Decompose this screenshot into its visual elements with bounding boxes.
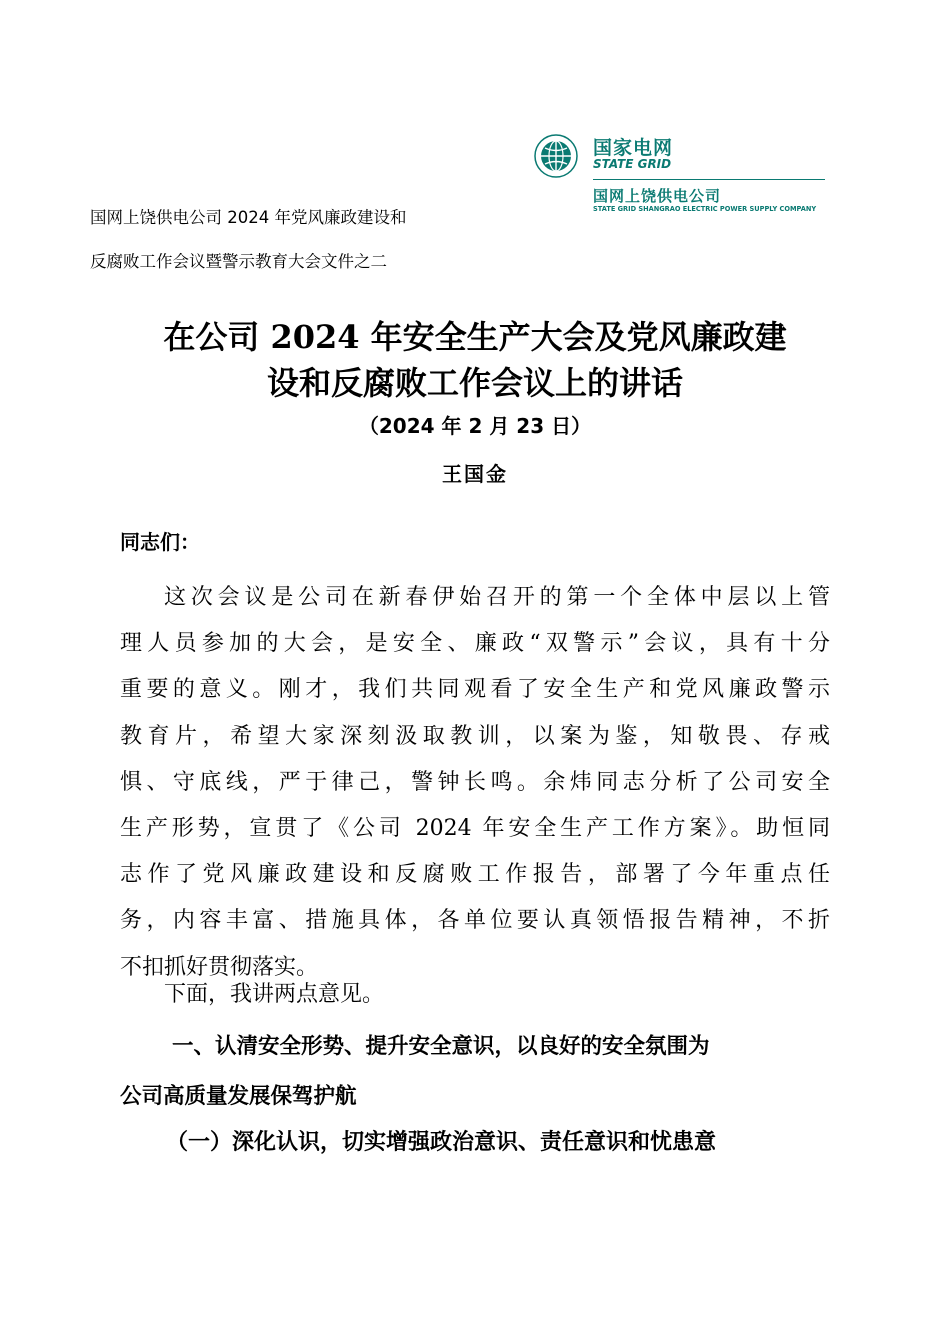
subsection-heading-1: （一）深化认识，切实增强政治意识、责任意识和忧患意	[166, 1129, 717, 1155]
opening-paragraph	[120, 575, 830, 991]
globe-icon	[533, 133, 579, 179]
body-line: 惧、守底线，严于律己，警钟长鸣。余炜同志分析了公司安全	[120, 769, 830, 795]
state-grid-logo	[533, 133, 825, 215]
body-line: 不扣抓好贯彻落实。	[120, 954, 319, 980]
heading1-line2: 公司高质量发展保驾护航	[120, 1084, 357, 1109]
logo-en-name: STATE GRID	[593, 157, 672, 171]
section-heading-1	[120, 1022, 830, 1122]
header-note	[90, 196, 450, 271]
body-line: 生产形势，宣贯了《公司 2024 年安全生产工作方案》。助恒同	[120, 816, 830, 842]
body-line: 这次会议是公司在新春伊始召开的第一个全体中层以上管	[164, 585, 830, 610]
body-line: 志作了党风廉政建设和反腐败工作报告，部署了今年重点任	[120, 862, 830, 888]
title-line2: 设和反腐败工作会议上的讲话	[266, 364, 683, 402]
body-line: 理人员参加的大会，是安全、廉政“双警示”会议，具有十分	[120, 631, 830, 657]
body-line: 教育片，希望大家深刻汲取教训，以案为鉴，知敬畏、存戒	[120, 723, 830, 749]
salutation: 同志们：	[120, 530, 200, 554]
logo-cn-name: 国家电网	[593, 137, 674, 159]
header-note-line1: 国网上饶供电公司 2024 年党风廉政建设和	[90, 208, 407, 227]
header-note-line2: 反腐败工作会议暨警示教育大会文件之二	[90, 252, 387, 271]
speech-title	[120, 314, 830, 406]
logo-company-cn: 国网上饶供电公司	[593, 187, 722, 205]
body-line: 务，内容丰富、措施具体，各单位要认真领悟报告精神，不折	[120, 908, 830, 934]
logo-divider	[593, 179, 825, 180]
title-line1: 在公司 2024 年安全生产大会及党风廉政建	[163, 318, 787, 356]
transition-paragraph: 下面，我讲两点意见。	[164, 982, 385, 1007]
heading1-line1: 一、认清安全形势、提升安全意识，以良好的安全氛围为	[172, 1034, 710, 1059]
speech-date: （2024 年 2 月 23 日）	[358, 414, 592, 438]
speech-author: 王国金	[442, 462, 508, 486]
body-line: 重要的意义。刚才，我们共同观看了安全生产和党风廉政警示	[120, 677, 830, 703]
logo-company-en: STATE GRID SHANGRAO ELECTRIC POWER SUPPLY COMPANY	[593, 205, 817, 213]
